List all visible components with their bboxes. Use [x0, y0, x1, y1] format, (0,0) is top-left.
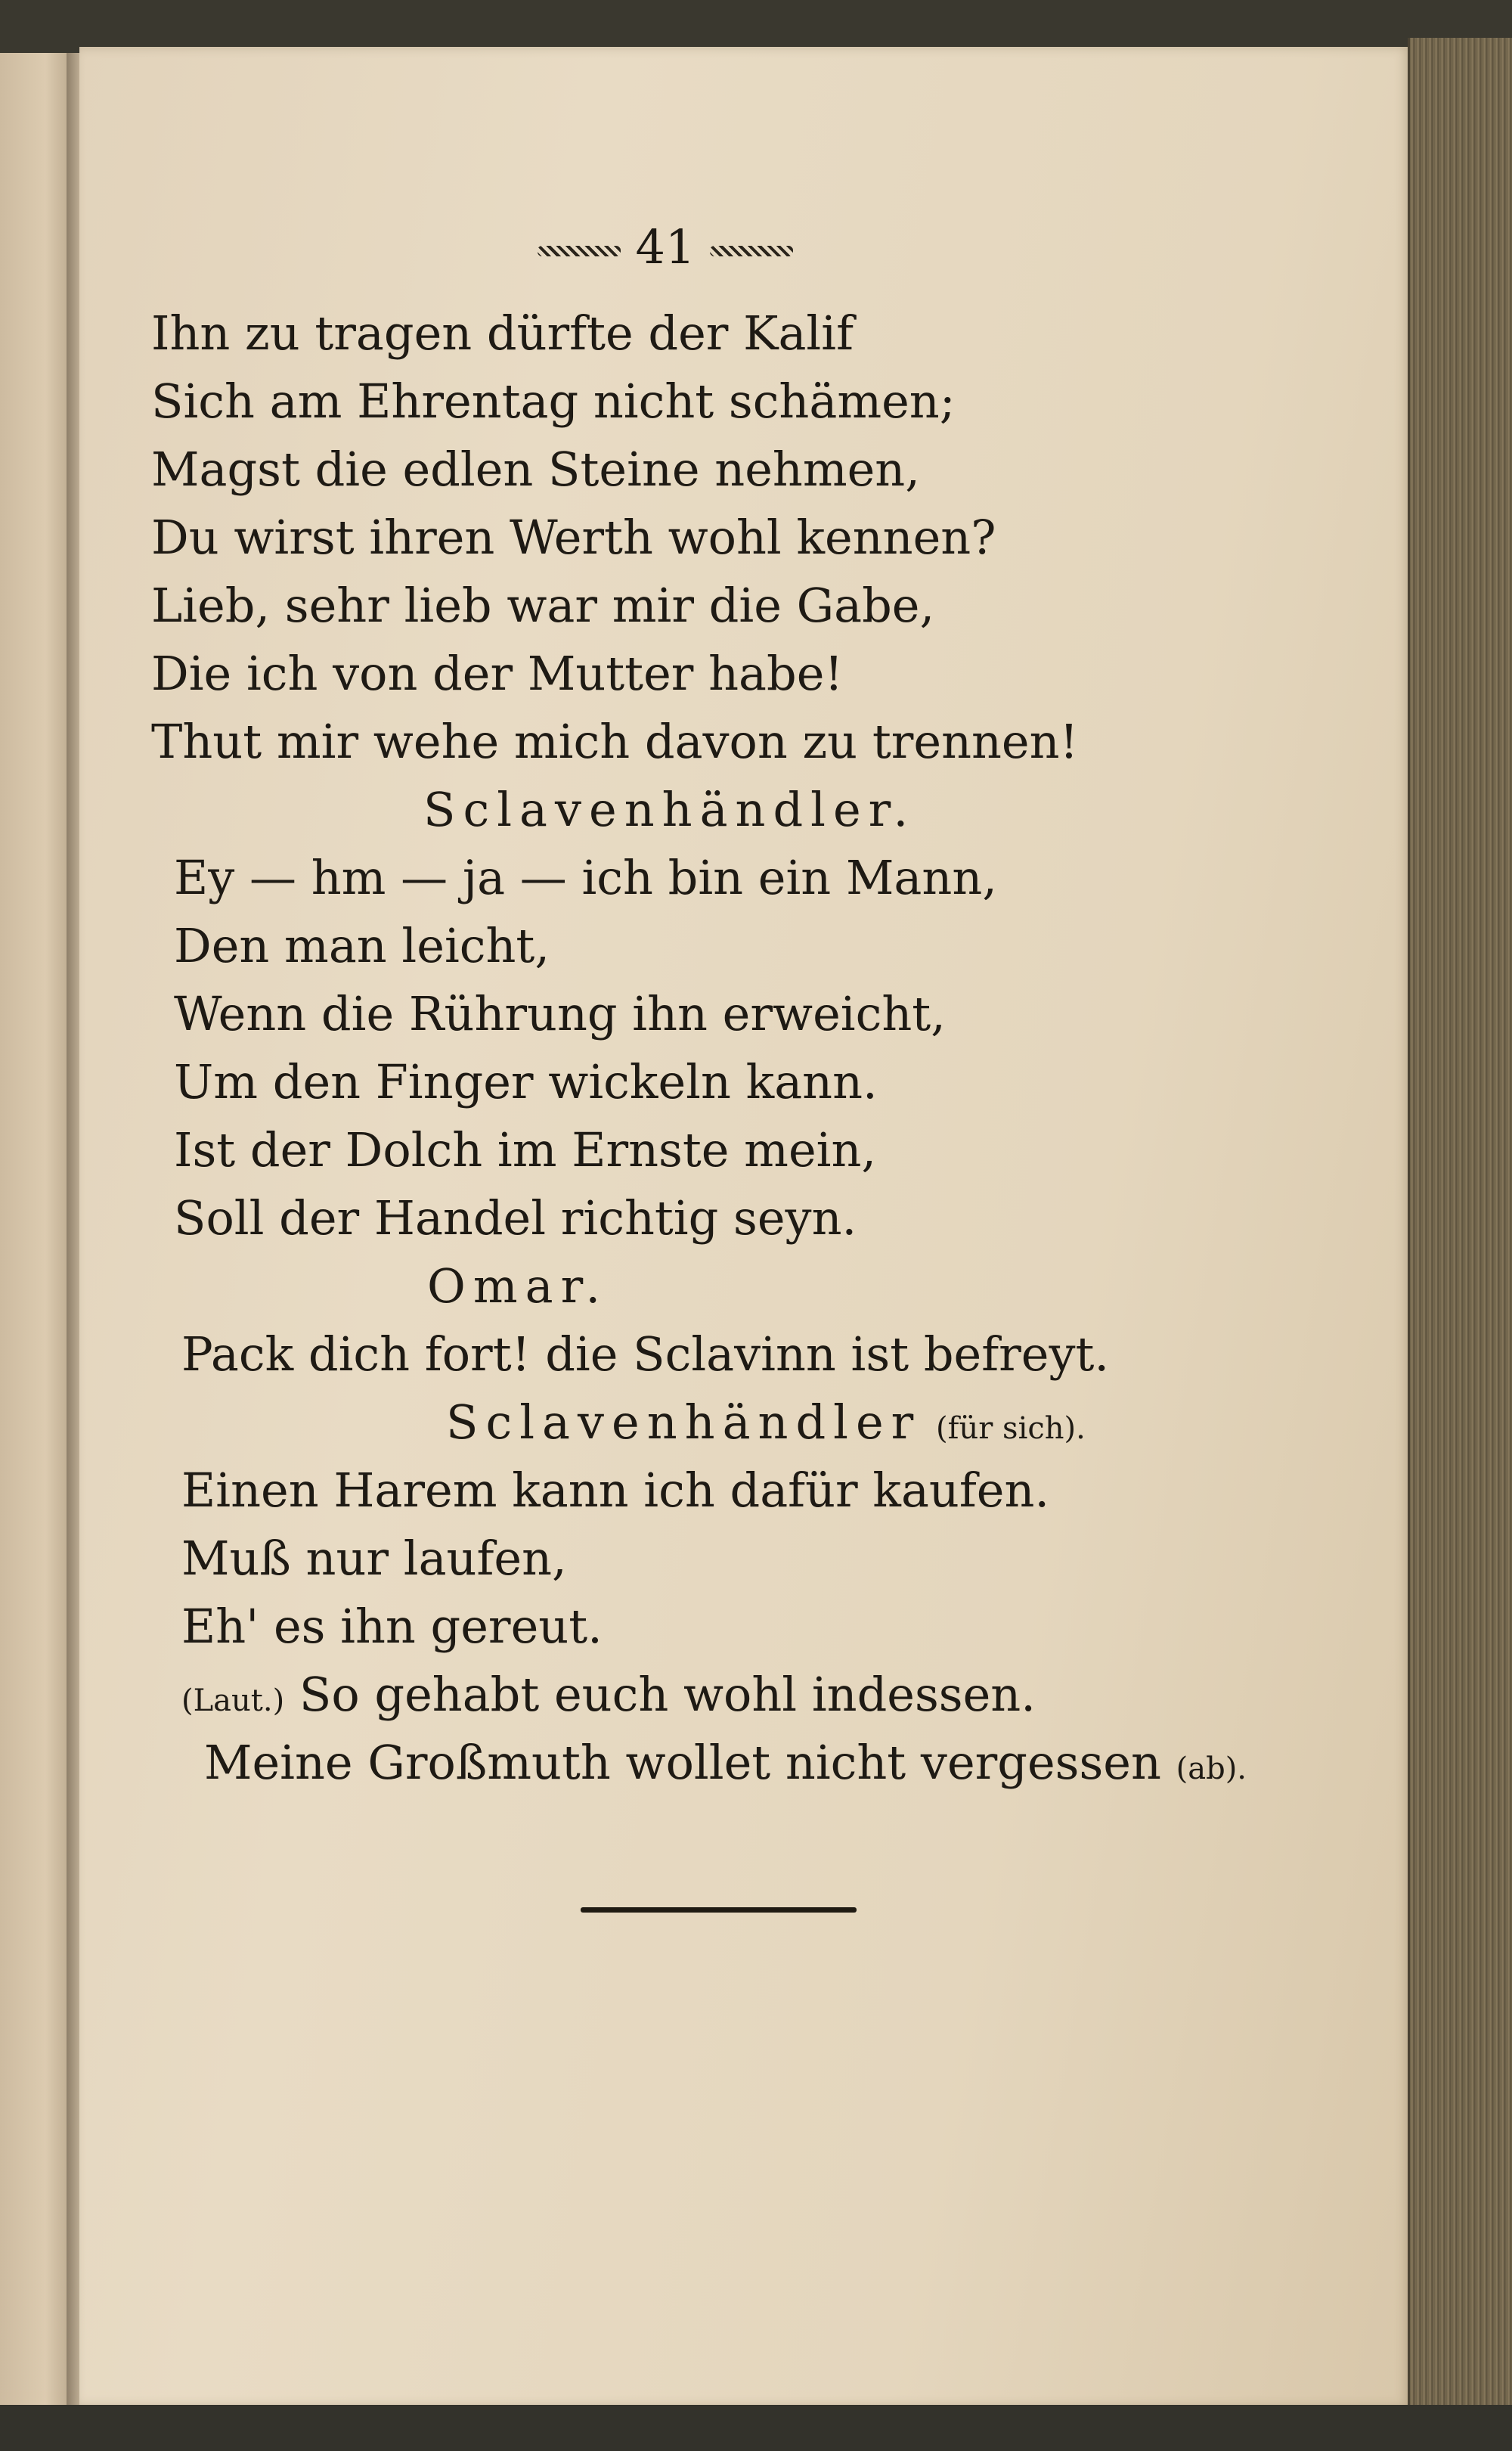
page-header: [484, 219, 847, 275]
verse-line: Pack dich fort! die Sclavinn ist befreyt.: [181, 1326, 1110, 1382]
speaker-name: Omar.: [427, 1258, 609, 1314]
closing-rule: [581, 1907, 857, 1913]
verse-line: Ist der Dolch im Ernste mein,: [174, 1122, 877, 1177]
verse-text: Meine Großmuth wollet nicht vergessen: [204, 1735, 1161, 1790]
verse-line-with-direction: [204, 1735, 1247, 1790]
scan-border-bottom: [0, 2405, 1512, 2451]
header-ornament-right: [710, 246, 793, 256]
verse-line: Thut mir wehe mich davon zu trennen!: [151, 714, 1079, 769]
verse-line: Du wirst ihren Werth wohl kennen?: [151, 510, 996, 565]
page-number: 41: [635, 219, 696, 275]
speaker-name: Sclavenhändler.: [423, 782, 916, 837]
scan-border-top: [0, 0, 1512, 53]
verse-line: Den man leicht,: [174, 918, 550, 973]
verse-line: Eh' es ihn gereut.: [181, 1599, 603, 1654]
verse-line: Wenn die Rührung ihn erweicht,: [174, 986, 946, 1041]
stage-direction: (ab).: [1176, 1751, 1247, 1786]
stage-direction: (Laut.): [181, 1683, 285, 1718]
verse-line: Einen Harem kann ich dafür kaufen.: [181, 1463, 1050, 1518]
verse-line: Sich am Ehrentag nicht schämen;: [151, 374, 956, 429]
verse-line-with-direction: [181, 1667, 1036, 1722]
verse-line: Ihn zu tragen dürfte der Kalif: [151, 306, 854, 361]
speaker-line: [446, 1395, 1086, 1450]
verse-line: Ey — hm — ja — ich bin ein Mann,: [174, 850, 997, 905]
verse-line: Um den Finger wickeln kann.: [174, 1054, 878, 1109]
verse-line: Lieb, sehr lieb war mir die Gabe,: [151, 578, 935, 633]
verse-line: Muß nur laufen,: [181, 1531, 567, 1586]
verse-line: Soll der Handel richtig seyn.: [174, 1190, 857, 1246]
page-edges: [1408, 38, 1512, 2420]
verse-line: Die ich von der Mutter habe!: [151, 646, 844, 701]
stage-direction: (für sich).: [936, 1411, 1086, 1446]
verse-line: Magst die edlen Steine nehmen,: [151, 442, 920, 497]
left-page-edge: [0, 53, 76, 2405]
verse-text: So gehabt euch wohl indessen.: [299, 1667, 1036, 1722]
speaker-name: Sclavenhändler: [446, 1395, 922, 1450]
header-ornament-left: [538, 246, 621, 256]
